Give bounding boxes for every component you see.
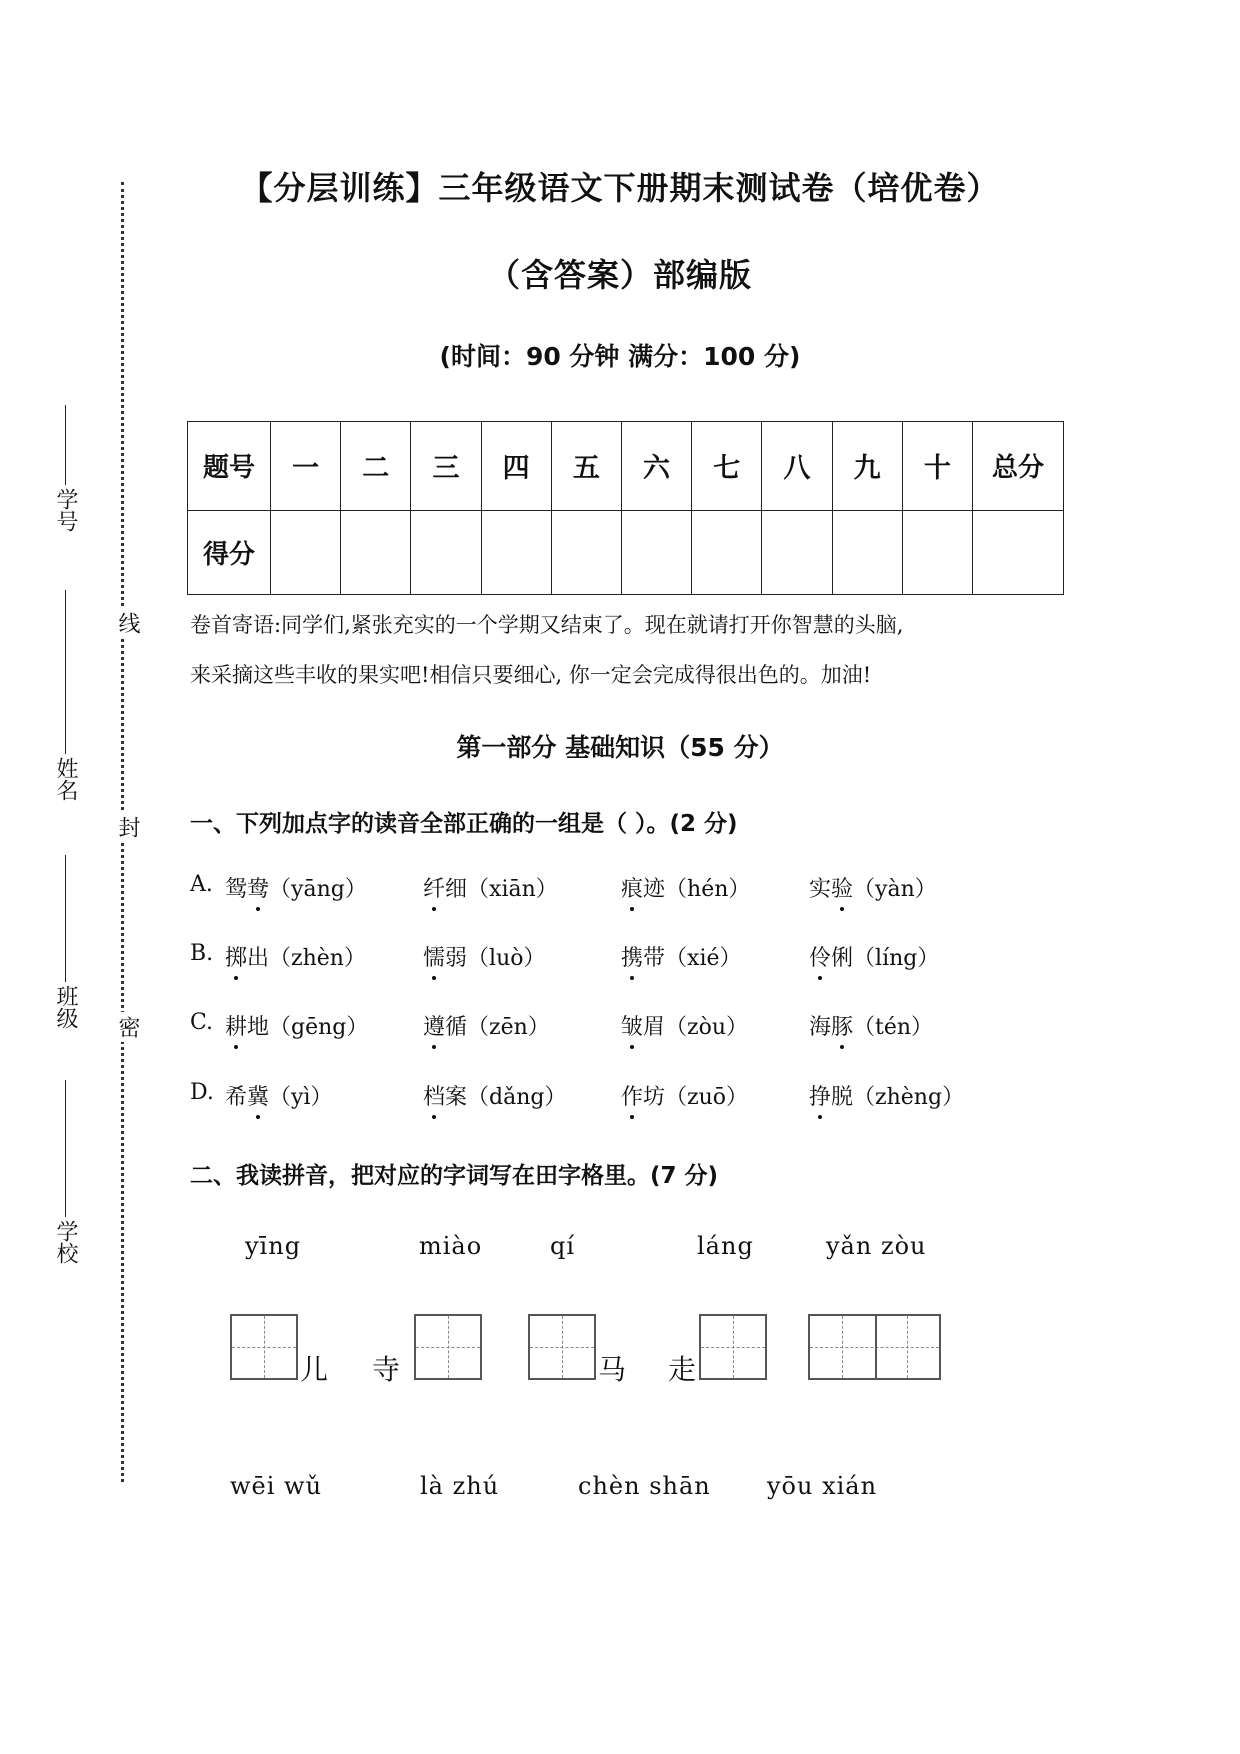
dotted-character: 痕 [621, 872, 643, 903]
dotted-character: 验 [831, 872, 853, 903]
pinyin-reading: （zuō） [665, 1085, 749, 1110]
option-word [423, 1080, 566, 1111]
pinyin-reading: （zhèng） [853, 1085, 965, 1110]
time-score-info: (时间：90 分钟 满分：100 分) [439, 342, 801, 371]
dotted-character: 伶 [809, 941, 831, 972]
question-1-title: 一、下列加点字的读音全部正确的一组是（ ）。(2 分) [190, 811, 738, 837]
table-cell: 得分 [188, 510, 271, 594]
table-cell: 八 [762, 422, 832, 511]
character: 海 [809, 1015, 832, 1040]
dotted-character: 作 [621, 1080, 643, 1111]
option-word [621, 872, 750, 903]
character: 俐 [831, 946, 854, 971]
pinyin: là zhú [420, 1472, 500, 1500]
tianzige-box-double[interactable] [808, 1314, 941, 1380]
hanzi: 寺 [372, 1353, 401, 1386]
option-word [225, 1010, 368, 1041]
intro-line: 来采摘这些丰收的果实吧!相信只要细心, 你一定会完成得很出色的。加油! [190, 663, 872, 687]
table-cell: 四 [481, 422, 551, 511]
option-word [621, 1010, 748, 1041]
table-cell: 五 [551, 422, 621, 511]
table-cell: 一 [271, 422, 341, 511]
character: 希 [225, 1085, 248, 1110]
pinyin-reading: （luò） [467, 946, 546, 971]
table-cell: 二 [341, 422, 411, 511]
dotted-character: 遵 [423, 1010, 445, 1041]
dotted-character: 鸯 [247, 872, 269, 903]
tianzige-box[interactable] [699, 1314, 767, 1380]
seal-char-line: 线 [112, 608, 143, 638]
score-input-cell[interactable] [551, 510, 621, 594]
score-table [187, 421, 1064, 595]
pinyin-reading: （xiān） [467, 877, 558, 902]
seal-char-seal: 封 [112, 812, 143, 842]
option-word [809, 941, 939, 972]
character: 带 [643, 946, 666, 971]
tianzige-box[interactable] [230, 1314, 298, 1380]
dotted-character: 档 [423, 1080, 445, 1111]
table-cell: 总分 [973, 422, 1064, 511]
page-subtitle: （含答案）部编版 [487, 256, 752, 294]
score-input-cell[interactable] [481, 510, 551, 594]
hanzi: 马 [598, 1353, 627, 1386]
dotted-character: 耕 [225, 1010, 247, 1041]
option-word [423, 941, 545, 972]
option-word [423, 1010, 550, 1041]
pinyin-reading: （yàn） [853, 877, 937, 902]
option-word [225, 1080, 333, 1111]
character: 出 [247, 946, 270, 971]
score-input-cell[interactable] [621, 510, 691, 594]
option-word [423, 872, 558, 903]
intro-text [190, 600, 1070, 700]
character: 眉 [643, 1015, 666, 1040]
hanzi: 儿 [300, 1353, 329, 1386]
pinyin-reading: （zēn） [467, 1015, 550, 1040]
dotted-character: 豚 [831, 1010, 853, 1041]
option-letter[interactable]: C. [190, 1010, 214, 1035]
class-label: 班级 [53, 985, 78, 1029]
dotted-character: 皱 [621, 1010, 643, 1041]
character: 弱 [445, 946, 468, 971]
pinyin: qí [550, 1232, 576, 1260]
score-input-cell[interactable] [973, 510, 1064, 594]
table-cell: 三 [411, 422, 481, 511]
option-word [621, 1080, 748, 1111]
pinyin-reading: （yì） [269, 1085, 333, 1110]
option-letter[interactable]: B. [190, 941, 214, 966]
option-letter[interactable]: D. [190, 1080, 214, 1105]
table-cell: 九 [832, 422, 902, 511]
student-id-label: 学号 [53, 488, 78, 532]
school-line [65, 1080, 66, 1217]
pinyin: láng [697, 1232, 754, 1260]
option-word [225, 941, 366, 972]
option-word [809, 872, 937, 903]
score-input-cell[interactable] [762, 510, 832, 594]
tianzige-box[interactable] [528, 1314, 596, 1380]
character: 细 [445, 877, 468, 902]
pinyin-reading: （gēng） [269, 1015, 369, 1040]
option-word [809, 1010, 933, 1041]
pinyin: chèn shān [578, 1472, 711, 1500]
option-word [809, 1080, 964, 1111]
question-2-title: 二、我读拼音，把对应的字词写在田字格里。(7 分) [190, 1163, 719, 1189]
dotted-character: 挣 [809, 1080, 831, 1111]
school-label: 学校 [53, 1220, 78, 1264]
pinyin-reading: （líng） [853, 946, 940, 971]
character: 迹 [643, 877, 666, 902]
table-cell: 十 [902, 422, 972, 511]
pinyin: miào [419, 1232, 483, 1260]
class-line [65, 855, 66, 982]
table-cell: 题号 [188, 422, 271, 511]
score-input-cell[interactable] [692, 510, 762, 594]
pinyin-reading: （zòu） [665, 1015, 749, 1040]
pinyin-reading: （zhèn） [269, 946, 366, 971]
page-title: 【分层训练】三年级语文下册期末测试卷（培优卷） [240, 169, 1000, 207]
score-table-score-row [188, 510, 1064, 594]
table-cell: 七 [692, 422, 762, 511]
score-input-cell[interactable] [271, 510, 341, 594]
dotted-character: 掷 [225, 941, 247, 972]
pinyin-reading: （xié） [665, 946, 742, 971]
character: 坊 [643, 1085, 666, 1110]
dotted-character: 冀 [247, 1080, 269, 1111]
intro-line: 卷首寄语:同学们,紧张充实的一个学期又结束了。现在就请打开你智慧的头脑, [190, 613, 904, 637]
score-input-cell[interactable] [341, 510, 411, 594]
pinyin: yōu xián [767, 1472, 878, 1500]
score-input-cell[interactable] [411, 510, 481, 594]
dotted-character: 懦 [423, 941, 445, 972]
seal-char-secret: 密 [112, 1012, 143, 1042]
pinyin-reading: （tén） [853, 1015, 934, 1040]
student-id-line [65, 405, 66, 485]
character: 案 [445, 1085, 468, 1110]
pinyin: wēi wǔ [230, 1472, 323, 1500]
score-input-cell[interactable] [832, 510, 902, 594]
character: 鸳 [225, 877, 248, 902]
pinyin: yīng [245, 1232, 302, 1260]
pinyin-reading: （hén） [665, 877, 751, 902]
score-table-header-row [188, 422, 1064, 511]
character: 脱 [831, 1085, 854, 1110]
character: 地 [247, 1015, 270, 1040]
character: 循 [445, 1015, 468, 1040]
tianzige-box[interactable] [414, 1314, 482, 1380]
hanzi: 走 [668, 1353, 697, 1386]
dotted-character: 纤 [423, 872, 445, 903]
pinyin: yǎn zòu [826, 1232, 927, 1260]
table-cell: 六 [621, 422, 691, 511]
pinyin-reading: （dǎng） [467, 1085, 567, 1110]
option-word [225, 872, 367, 903]
name-label: 姓名 [53, 757, 78, 801]
option-word [621, 941, 742, 972]
section-title: 第一部分 基础知识（55 分） [456, 733, 784, 762]
dotted-character: 携 [621, 941, 643, 972]
score-input-cell[interactable] [902, 510, 972, 594]
character: 实 [809, 877, 832, 902]
option-letter[interactable]: A. [190, 872, 213, 897]
pinyin-reading: （yāng） [269, 877, 367, 902]
